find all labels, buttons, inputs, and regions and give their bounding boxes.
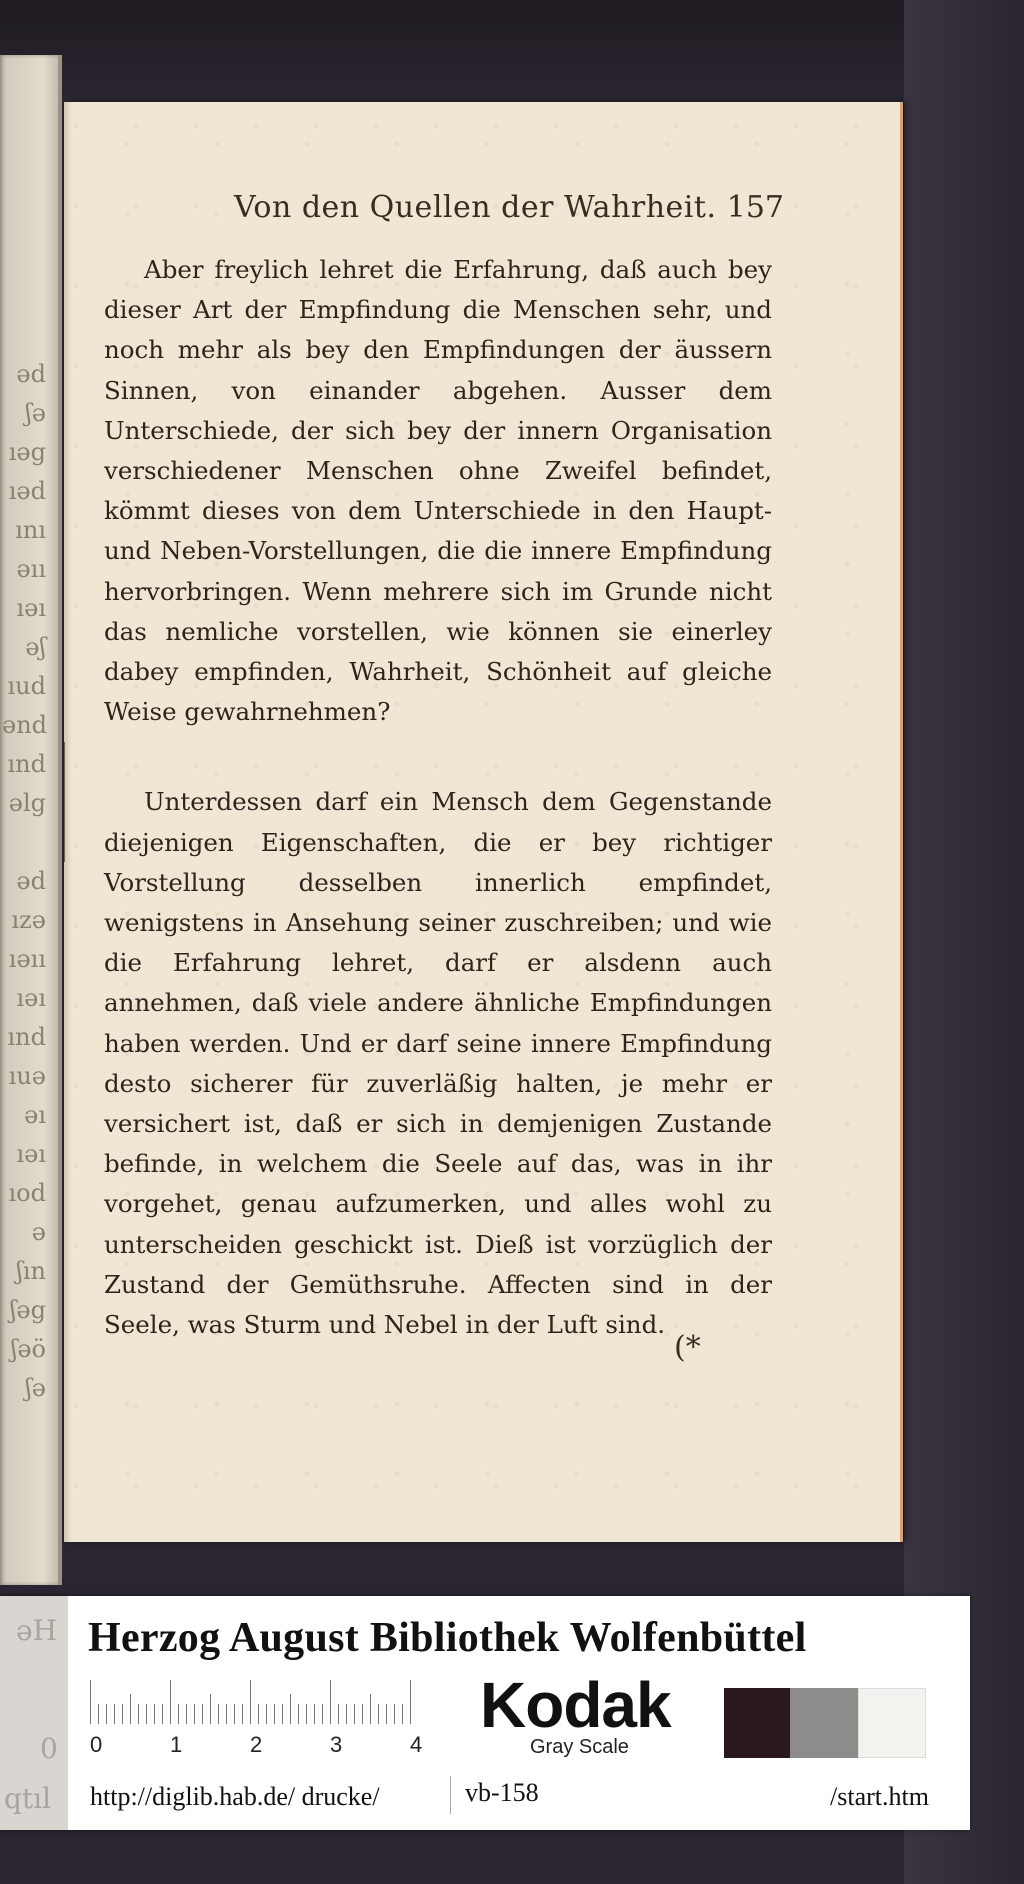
book-page <box>64 102 900 1542</box>
margin-fragment: ʃəö <box>10 1335 46 1363</box>
ruler-tick <box>274 1704 275 1724</box>
ruler-tick <box>410 1680 411 1724</box>
ruler-tick <box>402 1704 403 1724</box>
ruler-tick <box>202 1704 203 1724</box>
shelfmark: vb-158 <box>450 1776 560 1814</box>
ruler-number: 1 <box>170 1732 183 1757</box>
ruler-tick <box>330 1680 331 1724</box>
margin-fragment: ınd <box>7 750 46 778</box>
ruler-tick <box>386 1704 387 1724</box>
ruler-tick <box>378 1704 379 1724</box>
facing-page-fragments <box>2 355 46 1408</box>
ruler-tick <box>314 1704 315 1724</box>
ruler-tick <box>138 1704 139 1724</box>
ruler-tick <box>394 1704 395 1724</box>
margin-fragment: ını <box>15 516 46 544</box>
margin-fragment: əd <box>16 867 46 895</box>
page-number: 157 <box>726 190 784 225</box>
margin-fragment: ıəıı <box>8 945 46 973</box>
ruler-tick <box>90 1680 91 1724</box>
ruler-tick <box>306 1704 307 1724</box>
url-prefix: http://diglib.hab.de/ drucke/ <box>90 1782 380 1811</box>
library-name: Herzog August Bibliothek Wolfenbüttel <box>88 1615 807 1661</box>
margin-fragment: ınd <box>7 1023 46 1051</box>
margin-fragment: ıəı <box>16 1140 46 1168</box>
ruler-tick <box>338 1704 339 1724</box>
ruler-tick <box>290 1694 291 1724</box>
ruler-tick <box>362 1704 363 1724</box>
margin-fragment: ıəı <box>16 984 46 1012</box>
ruler-tick <box>322 1704 323 1724</box>
gray-swatch-light <box>858 1688 926 1758</box>
ruler-tick <box>122 1704 123 1724</box>
ruler-number: 3 <box>330 1732 343 1757</box>
library-scan-strip <box>0 1596 970 1830</box>
ruler-tick <box>266 1704 267 1724</box>
margin-fragment: əH <box>16 1614 57 1647</box>
ruler-tick <box>282 1704 283 1724</box>
margin-fragment: əıı <box>16 555 46 583</box>
running-head <box>174 190 784 234</box>
page-fold-shadow <box>64 102 72 1542</box>
ruler-number: 2 <box>250 1732 263 1757</box>
ruler-tick <box>298 1704 299 1724</box>
page-gutter <box>58 55 62 1585</box>
margin-fragment: ə <box>31 1218 46 1246</box>
pencil-mark <box>64 742 65 862</box>
margin-fragment: ıəg <box>8 438 46 466</box>
margin-fragment: əlg <box>8 789 46 817</box>
ruler-tick <box>354 1704 355 1724</box>
margin-fragment: ıəı <box>16 594 46 622</box>
margin-fragment: 0 <box>40 1732 58 1765</box>
ruler-tick <box>162 1704 163 1724</box>
ruler-tick <box>98 1704 99 1724</box>
ruler-tick <box>258 1704 259 1724</box>
ruler-tick <box>250 1680 251 1724</box>
paragraph-1: Aber freylich lehret die Erfahrung, daß auch bey dieser Art der Empfindung die Menschen sehr, und noch mehr als bey den Empfindungen der äussern Sinnen, von einander abgehen. Ausser dem Unterschiede, der sich bey der innern Organisation verschiedener Menschen ohne Zweifel befindet, kömmt dieses von dem Unterschiede in den Haupt- und Neben-Vorstellungen, die die innere Empfindung hervorbringen. Wenn mehrere sich im Grunde nicht das nemliche vorstellen, wie können sie einerley dabey empfinden, Wahrheit, Schönheit auf gleiche Weise gewahrnehmen? <box>104 255 772 727</box>
catchword: (* <box>674 1330 701 1365</box>
ruler-tick <box>130 1694 131 1724</box>
url-suffix: /start.htm <box>830 1782 929 1811</box>
gray-scale-label: Gray Scale <box>530 1736 629 1758</box>
ruler-number: 4 <box>410 1732 423 1757</box>
margin-fragment: ʃə <box>25 1374 46 1402</box>
ruler-tick <box>370 1694 371 1724</box>
ruler-tick <box>146 1704 147 1724</box>
ruler-numbers <box>90 1732 430 1760</box>
running-title: Von den Quellen der Wahrheit. <box>234 190 717 225</box>
ruler-tick <box>154 1704 155 1724</box>
margin-fragment: əı <box>24 1101 46 1129</box>
ruler-tick <box>194 1704 195 1724</box>
background-top <box>0 0 1024 110</box>
strip-left-shadow <box>0 1596 68 1830</box>
ruler-tick <box>346 1704 347 1724</box>
margin-fragment <box>2 823 46 862</box>
ruler-number: 0 <box>90 1732 103 1757</box>
ruler-tick <box>218 1704 219 1724</box>
margin-fragment: ʃə <box>25 399 46 427</box>
ruler-tick <box>210 1694 211 1724</box>
ruler-tick <box>226 1704 227 1724</box>
ruler-tick <box>242 1704 243 1724</box>
margin-fragment: qtıl <box>4 1782 52 1815</box>
margin-fragment: ıuə <box>8 1062 46 1090</box>
ruler-tick <box>186 1704 187 1724</box>
margin-fragment: ıəd <box>8 477 46 505</box>
ruler-tick <box>170 1680 171 1724</box>
ruler-tick <box>114 1704 115 1724</box>
paragraph-2: Unterdessen darf ein Mensch dem Gegenstande diejenigen Eigenschaften, die er bey richtiger Vorstellung desselben innerlich empfindet, wenigstens in Ansehung seiner zuschreiben; und wie die Erfahrung lehret, darf er alsdenn auch annehmen, daß viele andere ähnliche Empfindungen haben werden. Und er darf seine innere Empfindung desto sicherer für zuverläßig halten, je mehr er versichert ist, daß er sich in demjenigen Zustande befinde, in welchem die Seele auf das, was in ihr vorgehet, genau aufzumerken, und alles wohl zu unterscheiden geschickt ist. Dieß ist vorzüglich der Zustand der Gemüthsruhe. Affecten sind in der Seele, was Sturm und Nebel in der Luft sind. <box>104 787 772 1340</box>
margin-fragment: ıud <box>7 672 46 700</box>
scale-ruler <box>90 1680 430 1724</box>
margin-fragment: ıod <box>8 1179 46 1207</box>
margin-fragment: əd <box>16 360 46 388</box>
gray-swatch-dark <box>724 1688 792 1758</box>
kodak-logo: Kodak <box>480 1669 671 1741</box>
ruler-tick <box>234 1704 235 1724</box>
margin-fragment: ʃın <box>16 1257 46 1285</box>
gray-swatch-mid <box>790 1688 858 1758</box>
facing-page-edge <box>0 55 62 1585</box>
margin-fragment: ızə <box>11 906 46 934</box>
margin-fragment: ʃəg <box>9 1296 46 1324</box>
ruler-tick <box>106 1704 107 1724</box>
ruler-tick <box>178 1704 179 1724</box>
margin-fragment: əʃ <box>25 633 46 661</box>
margin-fragment: ənd <box>2 711 48 739</box>
body-text <box>104 250 772 1345</box>
